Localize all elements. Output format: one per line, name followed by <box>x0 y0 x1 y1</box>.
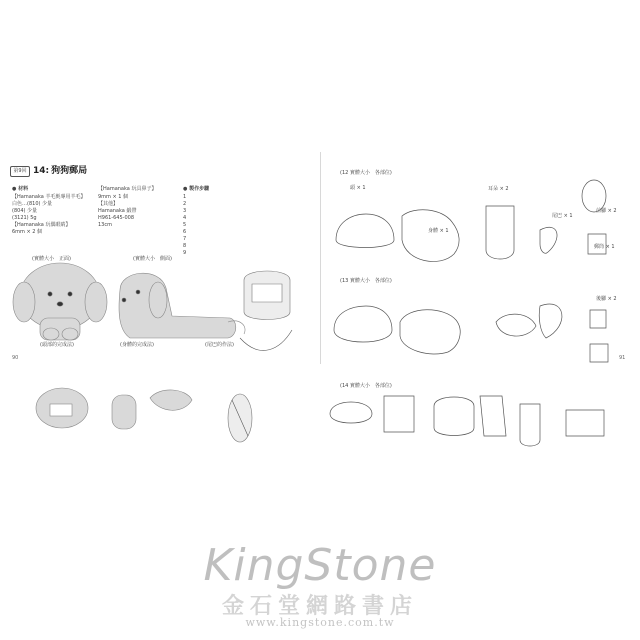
part-label: 前腳 × 2 <box>596 208 617 214</box>
page-number-right: 91 <box>619 355 626 361</box>
part-label: 耳朵 × 2 <box>488 186 509 192</box>
material-line: 白色…(810) 少量 <box>12 201 53 207</box>
dog-side-illustration <box>119 273 245 338</box>
pattern-set-12 <box>336 180 606 262</box>
tools-heading: 【Hamanaka 玩具鼻子】 <box>98 186 157 192</box>
part-label: 頭 × 1 <box>350 185 366 191</box>
dog-front-illustration <box>13 263 107 340</box>
material-line: 6mm × 2 個 <box>12 229 43 235</box>
material-line: (3121) 5g <box>12 215 37 221</box>
title-number: 14: <box>33 166 50 176</box>
step-number: 8 <box>183 243 187 249</box>
head-finish-diagram <box>240 271 292 350</box>
watermark-logo: KingStone <box>203 540 437 591</box>
step-number: 1 <box>183 194 187 200</box>
step-number: 5 <box>183 222 187 228</box>
chapter-tag: 第9回 <box>10 166 30 177</box>
caption-body-finish: (身體的完成法) <box>120 342 154 348</box>
section-header: (12 實體大小 各部位) <box>340 170 392 176</box>
section-header: (14 實體大小 各部位) <box>340 383 392 389</box>
materials-heading: ● 材料 <box>12 186 29 192</box>
caption-head-finish: (頭部的完成法) <box>40 342 74 348</box>
tool-line: 9mm × 1 個 <box>98 194 129 200</box>
tool-line: H961-645-008 <box>98 215 134 221</box>
step-number: 7 <box>183 236 187 242</box>
watermark-url: www.kingstone.com.tw <box>245 616 395 629</box>
page-number-left: 90 <box>12 355 19 361</box>
part-label: 尾巴 × 1 <box>552 213 573 219</box>
section-header: (13 實體大小 各部位) <box>340 278 392 284</box>
title-text: 狗狗郵局 <box>51 166 88 176</box>
tool-line: 【其他】 <box>98 201 119 207</box>
part-label: 後腳 × 2 <box>596 296 617 302</box>
caption-tail-method: (尾巴的作法) <box>205 342 234 348</box>
tail-method-figure <box>228 394 252 442</box>
caption-side: (實體大小 側面) <box>133 256 172 262</box>
step-number: 3 <box>183 208 187 214</box>
material-line: 【Hamanaka 玩偶眼睛】 <box>12 222 71 228</box>
part-label: 郵筒 × 1 <box>594 244 615 250</box>
step-number: 4 <box>183 215 187 221</box>
step-number: 2 <box>183 201 187 207</box>
pattern-set-14 <box>330 396 604 446</box>
material-line: (804) 少量 <box>12 208 38 214</box>
body-finish-figure <box>112 390 192 429</box>
material-line: 【Hamanaka 羊毛氈專用羊毛】 <box>12 194 86 200</box>
watermark-chinese: 金石堂網路書店 <box>221 593 418 619</box>
steps-heading: ● 製作步驟 <box>183 186 210 192</box>
tool-line: Hamanaka 緞帶 <box>98 208 137 214</box>
tool-line: 13cm <box>98 222 112 228</box>
step-number: 9 <box>183 250 187 256</box>
head-finish-figure <box>36 388 88 428</box>
step-number: 6 <box>183 229 187 235</box>
caption-front: (實體大小 正面) <box>32 256 71 262</box>
pattern-set-13 <box>334 304 608 362</box>
part-label: 身體 × 1 <box>428 228 449 234</box>
